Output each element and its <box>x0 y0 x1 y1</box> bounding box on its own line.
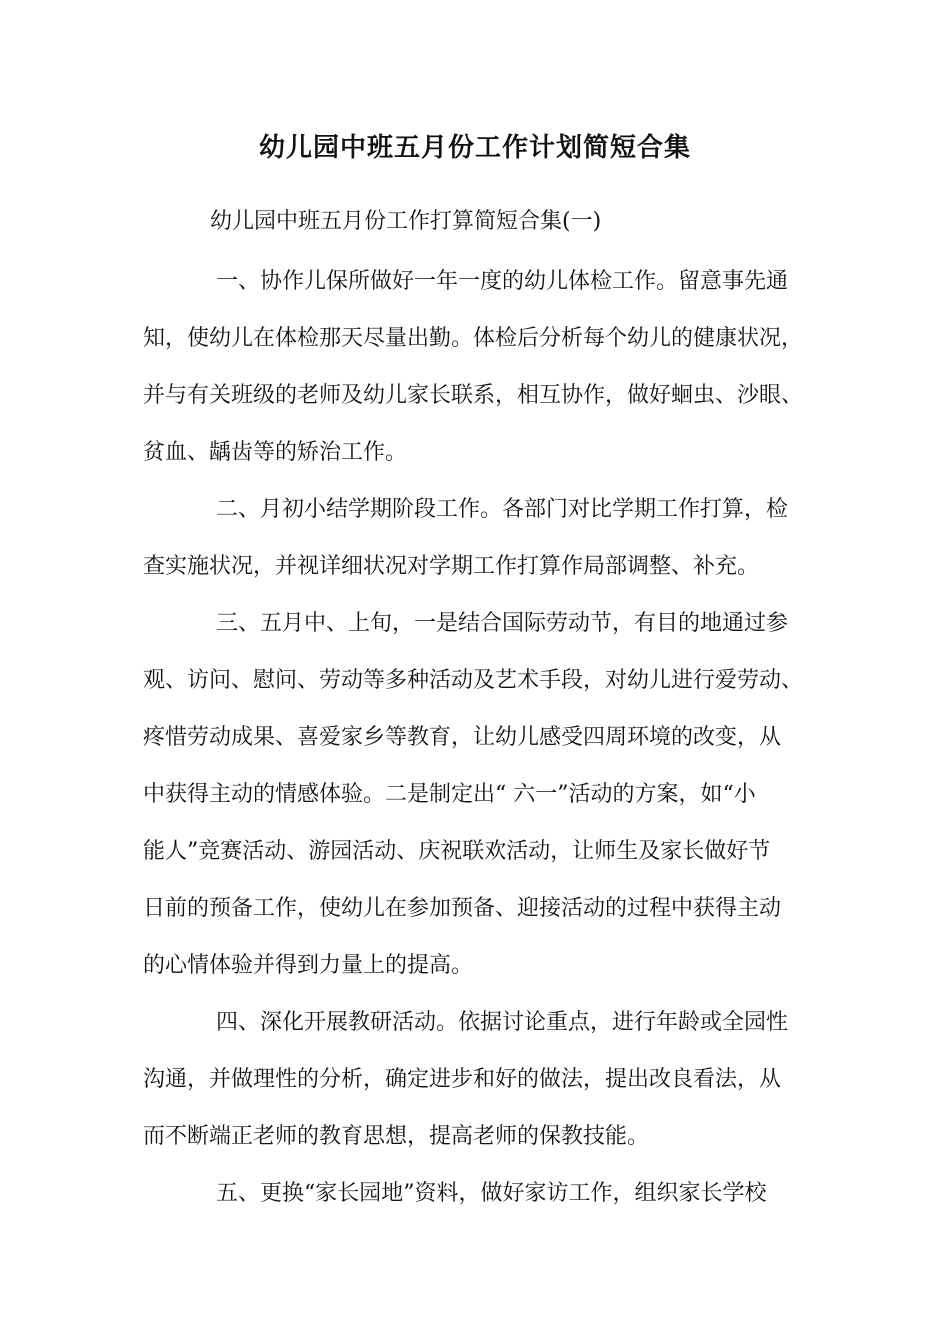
paragraph-3-line-1: 三、五月中、上旬，一是结合国际劳动节，有目的地通过参 <box>216 611 789 636</box>
paragraph-3-line-2: 观、访问、慰问、劳动等多种活动及艺术手段，对幼儿进行爱劳动、 <box>143 668 804 693</box>
paragraph-2-line-2: 查实施状况，并视详细状况对学期工作打算作局部调整、补充。 <box>143 554 760 579</box>
paragraph-2-line-1: 二、月初小结学期阶段工作。各部门对比学期工作打算，检 <box>216 497 789 522</box>
paragraph-1-line-1: 一、协作儿保所做好一年一度的幼儿体检工作。留意事先通 <box>216 269 789 294</box>
paragraph-5-line-1: 五、更换“家长园地”资料，做好家访工作，组织家长学校 <box>216 1181 767 1206</box>
paragraph-3-line-3: 疼惜劳动成果、喜爱家乡等教育，让幼儿感受四周环境的改变，从 <box>143 725 782 750</box>
paragraph-3-line-4: 中获得主动的情感体验。二是制定出“ 六一”活动的方案，如“小 <box>143 782 756 807</box>
paragraph-1-line-3: 并与有关班级的老师及幼儿家长联系，相互协作，做好蛔虫、沙眼、 <box>143 383 804 408</box>
paragraph-3-line-7: 的心情体验并得到力量上的提高。 <box>143 953 474 978</box>
paragraph-1-line-4: 贫血、龋齿等的矫治工作。 <box>143 440 408 465</box>
paragraph-4-line-3: 而不断端正老师的教育思想，提高老师的保教技能。 <box>143 1124 650 1149</box>
paragraph-3-line-6: 日前的预备工作，使幼儿在参加预备、迎接活动的过程中获得主动 <box>143 896 782 921</box>
paragraph-4-line-1: 四、深化开展教研活动。依据讨论重点，进行年龄或全园性 <box>216 1010 789 1035</box>
paragraph-4-line-2: 沟通，并做理性的分析，确定进步和好的做法，提出改良看法，从 <box>143 1067 782 1092</box>
paragraph-3-line-5: 能人”竞赛活动、游园活动、庆祝联欢活动，让师生及家长做好节 <box>143 839 771 864</box>
document-subtitle: 幼儿园中班五月份工作打算简短合集(一) <box>210 209 602 234</box>
document-title: 幼儿园中班五月份工作计划简短合集 <box>258 133 691 163</box>
paragraph-1-line-2: 知，使幼儿在体检那天尽量出勤。体检后分析每个幼儿的健康状况， <box>143 326 804 351</box>
